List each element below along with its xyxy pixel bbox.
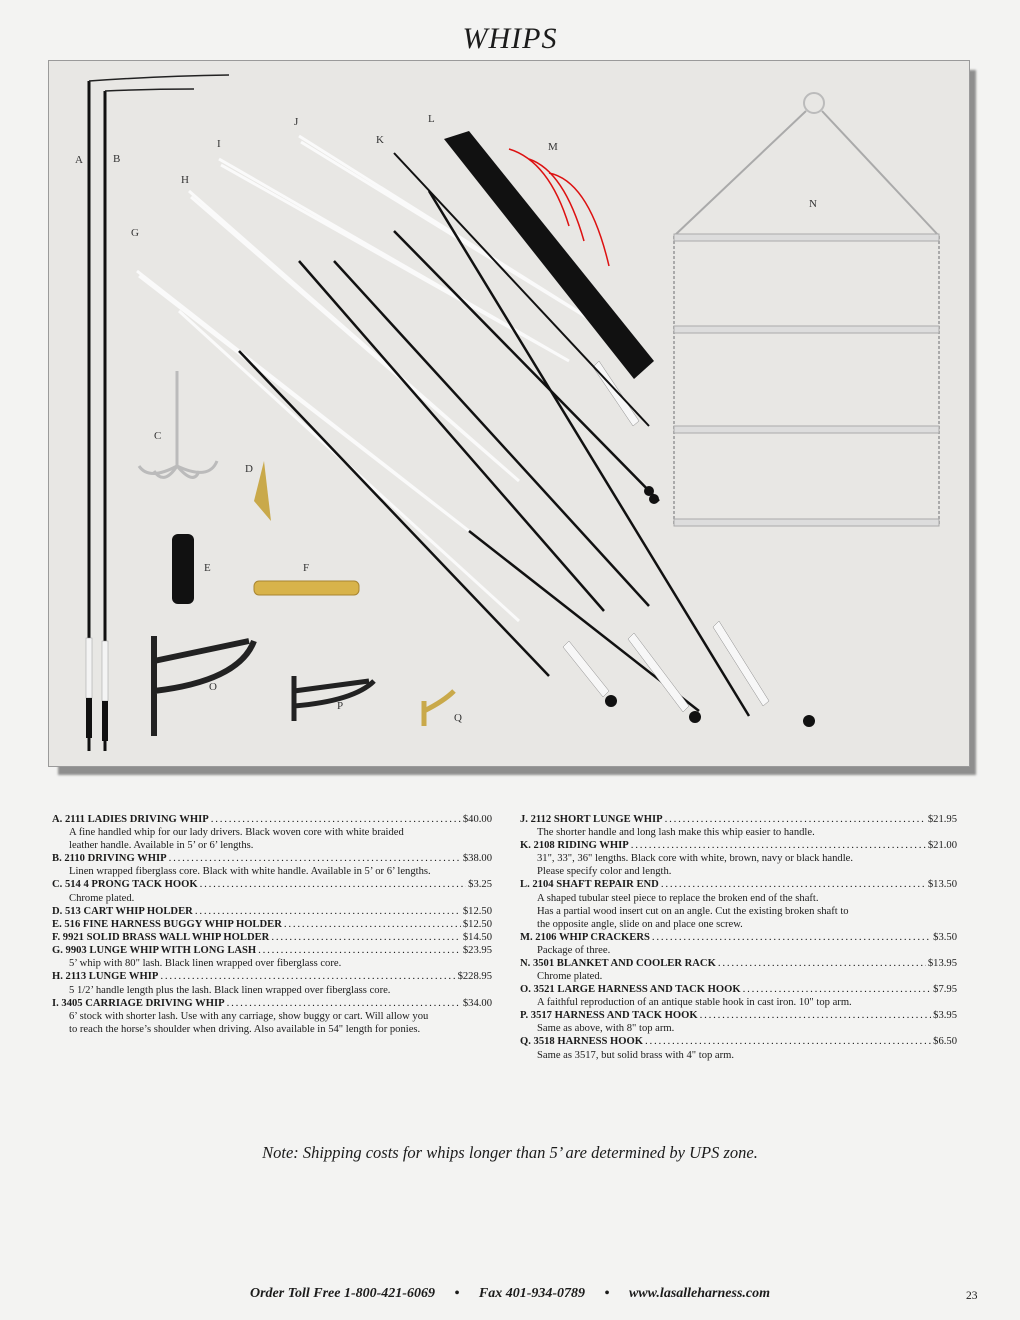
product-item — [52, 944, 492, 970]
dot-leader — [645, 1035, 931, 1048]
product-description: Has a partial wood insert cut on an angle. Cut the existing broken shaft to — [537, 905, 849, 917]
product-description: A faithful reproduction of an antique stable hook in cast iron. 10" top arm. — [537, 997, 852, 1009]
product-item — [52, 931, 492, 944]
whip-shafts — [239, 191, 749, 716]
dot-leader — [743, 983, 932, 996]
product-description: Linen wrapped fiberglass core. Black with white handle. Available in 5’ or 6’ lengths. — [69, 866, 431, 878]
product-description: The shorter handle and long lash make this whip easier to handle. — [537, 827, 815, 839]
dot-leader — [160, 970, 455, 983]
product-row — [52, 931, 492, 944]
product-name: Q. 3518 HARNESS HOOK — [520, 1036, 644, 1048]
product-description: 5’ whip with 80" lash. Black linen wrapped over fiberglass core. — [69, 958, 342, 970]
product-price: $23.95 — [462, 945, 492, 957]
footer-website[interactable]: www.lasalleharness.com — [628, 1286, 770, 1301]
product-name: G. 9903 LUNGE WHIP WITH LONG LASH — [52, 945, 257, 957]
product-item — [52, 813, 492, 852]
photo-label-o: O — [209, 681, 217, 693]
tack-hook — [139, 371, 217, 477]
product-item — [52, 918, 492, 931]
product-description: Same as 3517, but solid brass with 4" top arm. — [537, 1049, 735, 1061]
whip-handles — [563, 361, 769, 712]
product-name: J. 2112 SHORT LUNGE WHIP — [520, 814, 663, 825]
product-name: O. 3521 LARGE HARNESS AND TACK HOOK — [520, 984, 741, 996]
product-price: $12.50 — [462, 905, 492, 917]
product-price: $3.95 — [933, 1010, 957, 1022]
product-description: the opposite angle, slide on and place one screw. — [537, 918, 743, 930]
product-row — [52, 944, 492, 957]
product-row — [520, 957, 957, 970]
product-price: $12.50 — [462, 918, 492, 930]
large-harness-hook — [154, 636, 254, 736]
product-row — [520, 813, 957, 826]
product-illustration — [49, 61, 969, 766]
product-row — [520, 839, 957, 852]
product-name: C. 514 4 PRONG TACK HOOK — [52, 879, 198, 891]
product-row — [520, 878, 957, 891]
dot-leader — [284, 918, 461, 931]
photo-label-q: Q — [454, 712, 462, 724]
dot-leader — [665, 813, 926, 826]
dot-leader — [700, 1009, 932, 1022]
photo-label-a: A — [75, 154, 83, 166]
product-name: K. 2108 RIDING WHIP — [520, 840, 629, 852]
dot-leader — [169, 852, 461, 865]
product-photo — [48, 60, 970, 767]
product-name: P. 3517 HARNESS AND TACK HOOK — [520, 1010, 698, 1022]
product-description: Package of three. — [537, 944, 611, 956]
product-price: $13.95 — [927, 957, 957, 969]
product-name: H. 2113 LUNGE WHIP — [52, 971, 159, 983]
product-price: $40.00 — [462, 814, 492, 825]
product-row — [52, 878, 492, 891]
product-description: 5 1/2’ handle length plus the lash. Black linen wrapped over fiberglass core. — [69, 984, 391, 996]
product-name: N. 3501 BLANKET AND COOLER RACK — [520, 957, 716, 969]
product-description: leather handle. Available in 5’ or 6’ lengths. — [69, 840, 254, 852]
dot-leader — [227, 997, 461, 1010]
footer-fax: Fax 401-934-0789 — [478, 1286, 586, 1301]
product-name: E. 516 FINE HARNESS BUGGY WHIP HOLDER — [52, 918, 282, 930]
product-item — [52, 878, 492, 904]
product-list-left — [52, 813, 492, 1036]
dot-leader — [718, 957, 926, 970]
product-row — [520, 1035, 957, 1048]
product-description: Please specify color and length. — [537, 866, 672, 878]
cart-whip-holder — [254, 461, 271, 521]
photo-label-g: G — [131, 227, 139, 239]
shipping-note: Note: Shipping costs for whips longer than 5’ are determined by UPS zone. — [262, 1143, 758, 1162]
footer-phone: Order Toll Free 1-800-421-6069 — [249, 1286, 435, 1301]
product-description: A shaped tubular steel piece to replace the broken end of the shaft. — [537, 892, 819, 904]
product-row — [52, 918, 492, 931]
product-price: $21.95 — [927, 814, 957, 825]
product-description: Chrome plated. — [69, 892, 135, 904]
dot-leader — [200, 878, 467, 891]
photo-label-d: D — [245, 463, 253, 475]
product-name: D. 513 CART WHIP HOLDER — [52, 905, 193, 917]
photo-label-p: P — [337, 700, 344, 712]
page-number: 23 — [966, 1290, 978, 1302]
product-item — [520, 878, 957, 930]
product-row — [520, 931, 957, 944]
product-item — [52, 997, 492, 1036]
product-price: $228.95 — [457, 971, 492, 983]
harness-tack-hook — [294, 676, 374, 721]
product-item — [52, 852, 492, 878]
product-item — [520, 983, 957, 1009]
product-name: A. 2111 LADIES DRIVING WHIP — [52, 814, 209, 825]
shaft-repair-end — [444, 131, 654, 379]
dot-leader — [195, 905, 461, 918]
dot-leader — [271, 931, 461, 944]
product-price: $38.00 — [462, 853, 492, 865]
product-row — [52, 813, 492, 826]
product-item — [520, 957, 957, 983]
product-name: I. 3405 CARRIAGE DRIVING WHIP — [52, 997, 225, 1009]
product-price: $14.50 — [462, 932, 492, 944]
photo-label-i: I — [217, 138, 221, 150]
footer — [0, 1286, 1020, 1302]
product-row — [52, 970, 492, 983]
brass-whip-holder — [254, 581, 359, 595]
product-description: Chrome plated. — [537, 971, 603, 983]
product-name: B. 2110 DRIVING WHIP — [52, 853, 167, 865]
dot-leader — [652, 931, 931, 944]
photo-label-b: B — [113, 153, 121, 165]
photo-label-c: C — [154, 430, 162, 442]
photo-label-f: F — [303, 562, 310, 574]
product-item — [520, 813, 957, 839]
blanket-rack — [674, 93, 939, 526]
product-price: $6.50 — [933, 1036, 957, 1048]
product-row — [520, 983, 957, 996]
product-price: $7.95 — [933, 984, 957, 996]
photo-label-l: L — [428, 113, 435, 125]
product-row — [52, 997, 492, 1010]
product-description: 31", 33", 36" lengths. Black core with white, brown, navy or black handle. — [537, 853, 854, 865]
product-name: F. 9921 SOLID BRASS WALL WHIP HOLDER — [52, 932, 270, 944]
product-price: $34.00 — [462, 997, 492, 1009]
buggy-whip-holder — [172, 534, 194, 604]
photo-label-k: K — [376, 134, 384, 146]
dot-leader — [631, 839, 926, 852]
product-description: 6’ stock with shorter lash. Use with any carriage, show buggy or cart. Will allow you — [69, 1010, 429, 1022]
product-price: $3.50 — [933, 931, 957, 943]
product-row — [52, 852, 492, 865]
footer-separator: • — [604, 1286, 610, 1301]
product-list-right — [520, 813, 957, 1062]
product-item — [520, 1035, 957, 1061]
page-title: WHIPS — [462, 22, 558, 55]
dot-leader — [258, 944, 461, 957]
product-row — [52, 905, 492, 918]
product-name: L. 2104 SHAFT REPAIR END — [520, 879, 659, 891]
product-price: $21.00 — [927, 840, 957, 852]
product-price: $3.25 — [468, 879, 492, 891]
dot-leader — [211, 813, 461, 826]
product-item — [520, 931, 957, 957]
product-description: A fine handled whip for our lady drivers. Black woven core with white braided — [69, 827, 404, 839]
brass-harness-hook — [424, 691, 454, 726]
dot-leader — [661, 878, 926, 891]
product-row — [520, 1009, 957, 1022]
product-description: Same as above, with 8" top arm. — [537, 1023, 675, 1035]
riding-whip — [394, 153, 649, 426]
photo-label-h: H — [181, 174, 189, 186]
product-description: to reach the horse’s shoulder when driving. Also available in 54" length for ponies. — [69, 1023, 421, 1035]
product-item — [52, 970, 492, 996]
photo-label-e: E — [204, 562, 211, 574]
photo-label-j: J — [294, 116, 299, 128]
product-item — [52, 905, 492, 918]
product-price: $13.50 — [927, 879, 957, 891]
footer-separator: • — [454, 1286, 460, 1301]
photo-label-m: M — [548, 141, 558, 153]
product-name: M. 2106 WHIP CRACKERS — [520, 931, 650, 943]
product-item — [520, 839, 957, 878]
photo-label-n: N — [809, 198, 817, 210]
product-item — [520, 1009, 957, 1035]
